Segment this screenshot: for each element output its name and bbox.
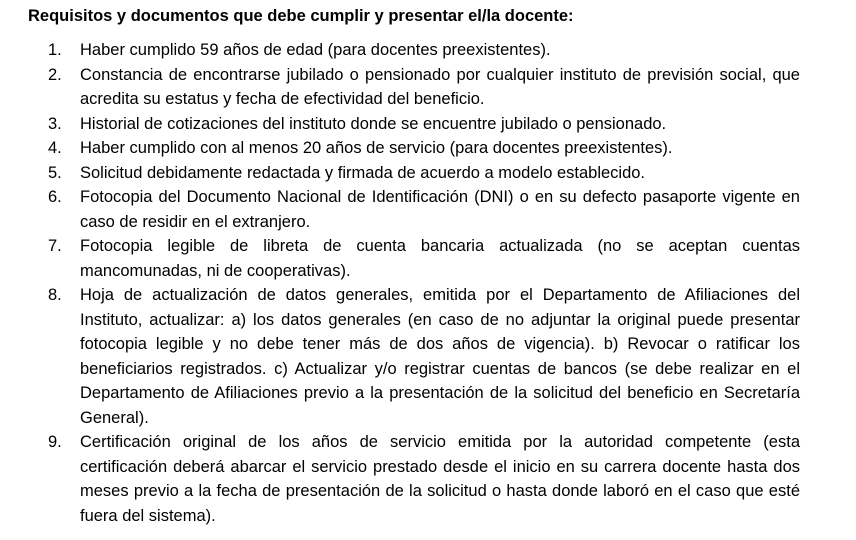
list-item [0,185,800,234]
list-item [0,161,800,186]
item-number: 4. [48,139,62,157]
item-number: 5. [48,163,62,182]
item-text: Fotocopia legible de libreta de cuenta bancaria actualizada (no se aceptan cuentas mancomunadas, ni de cooperativas). [80,237,800,280]
list-item [0,283,800,430]
list-item [0,234,800,283]
item-text: Historial de cotizaciones del instituto donde se encuentre jubilado o pensionado. [80,114,667,133]
list-item [0,63,800,112]
item-number: 1. [48,41,62,59]
item-text: Hoja de actualización de datos generales, emitida por el Departamento de Afiliaciones del Instituto, actualizar: a) los datos generales (en caso de no adjuntar la original puede presentar fotocopia legible y no debe tener más de dos años de vigencia). b) Revocar o ratificar los beneficiarios registrados. c) Actualizar y/o registrar cuentas de bancos (se debe realizar en el Departamento de Afiliaciones previo a la presentación de la solicitud del beneficio en Secretaría General). [80,286,800,427]
item-text: Certificación original de los años de servicio emitida por la autoridad competente (esta certificación deberá abarcar el servicio prestado desde el inicio en su carrera docente hasta dos meses previo a la fecha de presentación de la solicitud o hasta donde laboró en el caso que esté fuera del sistema). [80,433,800,525]
list-item [0,38,800,63]
requirements-list [0,38,856,528]
list-item [0,112,800,137]
item-number: 6. [48,188,62,206]
list-item [0,430,800,528]
item-number: 9. [48,433,62,451]
item-number: 7. [48,237,62,255]
item-number: 3. [48,114,62,133]
section-heading: Requisitos y documentos que debe cumplir y presentar el/la docente: [28,7,574,25]
item-text: Solicitud debidamente redactada y firmada de acuerdo a modelo establecido. [80,163,646,182]
item-text: Fotocopia del Documento Nacional de Identificación (DNI) o en su defecto pasaporte vigente en caso de residir en el extranjero. [80,188,800,231]
item-number: 2. [48,65,62,84]
item-text: Haber cumplido 59 años de edad (para docentes preexistentes). [80,41,551,59]
item-text: Haber cumplido con al menos 20 años de servicio (para docentes preexistentes). [80,139,673,157]
item-text: Constancia de encontrarse jubilado o pensionado por cualquier instituto de previsión social, que acredita su estatus y fecha de efectividad del beneficio. [80,65,800,108]
list-item [0,136,800,161]
item-number: 8. [48,286,62,304]
